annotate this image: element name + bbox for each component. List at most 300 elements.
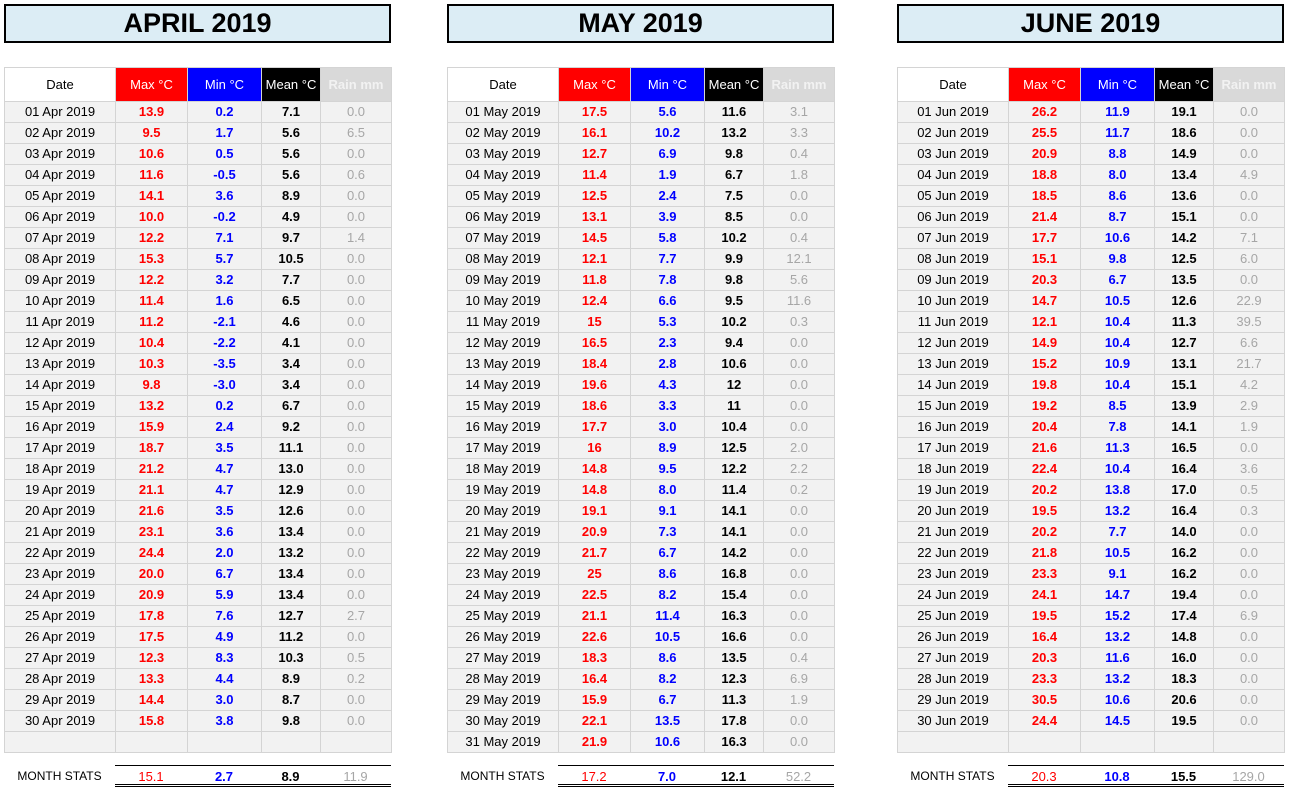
table-row [448, 459, 835, 480]
cell-max-temp: 19.8 [1009, 375, 1081, 396]
header-date: Date [5, 68, 116, 102]
table-row [898, 459, 1285, 480]
cell-rain: 0.0 [764, 375, 835, 396]
cell-rain: 0.0 [321, 564, 392, 585]
cell-rain: 12.1 [764, 249, 835, 270]
header-min-temp: Min °C [188, 68, 262, 102]
cell-max-temp: 13.9 [116, 102, 188, 123]
cell-mean-temp: 18.3 [1155, 669, 1214, 690]
cell-mean-temp: 12.6 [1155, 291, 1214, 312]
cell-date: 17 May 2019 [448, 438, 559, 459]
cell-min-temp: 3.6 [188, 522, 262, 543]
cell-max-temp: 18.6 [559, 396, 631, 417]
cell-mean-temp: 13.4 [262, 585, 321, 606]
cell-mean-temp: 9.8 [705, 270, 764, 291]
cell-min-temp [1081, 732, 1155, 753]
cell-rain: 2.0 [764, 438, 835, 459]
cell-mean-temp: 16.0 [1155, 648, 1214, 669]
cell-max-temp: 20.9 [559, 522, 631, 543]
header-min-temp: Min °C [631, 68, 705, 102]
cell-mean-temp: 10.4 [705, 417, 764, 438]
table-row [898, 732, 1285, 753]
cell-mean-temp: 11.4 [705, 480, 764, 501]
cell-date: 21 Jun 2019 [898, 522, 1009, 543]
cell-max-temp: 22.5 [559, 585, 631, 606]
cell-rain: 21.7 [1214, 354, 1285, 375]
cell-rain: 1.8 [764, 165, 835, 186]
cell-max-temp: 26.2 [1009, 102, 1081, 123]
cell-rain: 0.4 [764, 144, 835, 165]
cell-mean-temp: 13.2 [705, 123, 764, 144]
cell-min-temp: 3.3 [631, 396, 705, 417]
cell-max-temp: 22.4 [1009, 459, 1081, 480]
cell-date: 28 May 2019 [448, 669, 559, 690]
cell-rain: 1.4 [321, 228, 392, 249]
cell-rain: 0.3 [764, 312, 835, 333]
cell-min-temp: -3.5 [188, 354, 262, 375]
cell-date: 23 May 2019 [448, 564, 559, 585]
table-row [5, 459, 392, 480]
cell-date: 07 May 2019 [448, 228, 559, 249]
cell-mean-temp: 19.1 [1155, 102, 1214, 123]
cell-rain: 0.0 [321, 711, 392, 732]
cell-date: 18 Jun 2019 [898, 459, 1009, 480]
cell-date: 08 Jun 2019 [898, 249, 1009, 270]
cell-max-temp: 20.4 [1009, 417, 1081, 438]
cell-rain: 0.0 [764, 501, 835, 522]
cell-min-temp: 7.7 [631, 249, 705, 270]
cell-min-temp: 13.8 [1081, 480, 1155, 501]
table-row [5, 522, 392, 543]
cell-mean-temp: 14.2 [705, 543, 764, 564]
cell-max-temp: 10.3 [116, 354, 188, 375]
cell-date: 22 May 2019 [448, 543, 559, 564]
cell-date: 13 Apr 2019 [5, 354, 116, 375]
cell-date: 12 Apr 2019 [5, 333, 116, 354]
table-row [5, 669, 392, 690]
cell-date: 15 May 2019 [448, 396, 559, 417]
cell-date: 21 Apr 2019 [5, 522, 116, 543]
cell-min-temp: 8.8 [1081, 144, 1155, 165]
table-row [5, 144, 392, 165]
cell-max-temp: 11.4 [559, 165, 631, 186]
table-row [448, 522, 835, 543]
cell-date: 26 May 2019 [448, 627, 559, 648]
cell-min-temp: 3.9 [631, 207, 705, 228]
cell-max-temp: 11.2 [116, 312, 188, 333]
cell-mean-temp: 4.9 [262, 207, 321, 228]
table-row [448, 732, 835, 753]
header-date: Date [448, 68, 559, 102]
cell-date: 23 Apr 2019 [5, 564, 116, 585]
cell-rain: 0.0 [321, 459, 392, 480]
cell-min-temp: 3.8 [188, 711, 262, 732]
cell-date: 02 Apr 2019 [5, 123, 116, 144]
cell-min-temp: 13.2 [1081, 669, 1155, 690]
table-row [898, 648, 1285, 669]
cell-date: 17 Apr 2019 [5, 438, 116, 459]
header-max-temp: Max °C [1009, 68, 1081, 102]
cell-rain: 0.0 [321, 690, 392, 711]
cell-mean-temp: 5.6 [262, 165, 321, 186]
cell-rain: 2.7 [321, 606, 392, 627]
table-row [898, 123, 1285, 144]
stat-min: 2.7 [187, 765, 261, 787]
table-row [898, 144, 1285, 165]
cell-date: 29 May 2019 [448, 690, 559, 711]
cell-mean-temp: 11.3 [1155, 312, 1214, 333]
cell-mean-temp: 12.6 [262, 501, 321, 522]
cell-rain: 0.0 [321, 543, 392, 564]
cell-rain: 0.0 [1214, 186, 1285, 207]
cell-date: 28 Jun 2019 [898, 669, 1009, 690]
month-title: MAY 2019 [447, 4, 834, 43]
cell-max-temp: 17.5 [116, 627, 188, 648]
cell-min-temp: 15.2 [1081, 606, 1155, 627]
cell-rain: 0.0 [1214, 144, 1285, 165]
table-row [5, 207, 392, 228]
cell-max-temp: 19.5 [1009, 501, 1081, 522]
table-row [448, 186, 835, 207]
cell-min-temp: 11.3 [1081, 438, 1155, 459]
header-max-temp: Max °C [116, 68, 188, 102]
table-row [448, 690, 835, 711]
cell-mean-temp: 17.8 [705, 711, 764, 732]
cell-rain: 0.0 [1214, 627, 1285, 648]
cell-max-temp: 23.3 [1009, 564, 1081, 585]
table-row [448, 291, 835, 312]
cell-max-temp: 21.8 [1009, 543, 1081, 564]
cell-max-temp: 15.9 [559, 690, 631, 711]
table-row [898, 627, 1285, 648]
cell-mean-temp: 10.5 [262, 249, 321, 270]
weather-table [897, 67, 1285, 753]
table-row [898, 543, 1285, 564]
cell-rain: 0.0 [764, 606, 835, 627]
cell-rain: 0.0 [764, 354, 835, 375]
cell-rain: 0.5 [321, 648, 392, 669]
table-row [448, 228, 835, 249]
cell-min-temp: 8.5 [1081, 396, 1155, 417]
cell-max-temp: 18.7 [116, 438, 188, 459]
table-row [5, 291, 392, 312]
cell-rain: 0.0 [1214, 564, 1285, 585]
cell-mean-temp: 14.1 [1155, 417, 1214, 438]
cell-rain: 0.0 [764, 207, 835, 228]
cell-date: 12 May 2019 [448, 333, 559, 354]
weather-table [447, 67, 835, 753]
cell-rain: 0.2 [764, 480, 835, 501]
cell-rain: 0.0 [764, 711, 835, 732]
cell-rain: 0.0 [321, 333, 392, 354]
table-row [448, 312, 835, 333]
cell-rain: 22.9 [1214, 291, 1285, 312]
cell-rain: 7.1 [1214, 228, 1285, 249]
cell-max-temp: 12.2 [116, 270, 188, 291]
cell-date: 02 May 2019 [448, 123, 559, 144]
cell-rain: 0.0 [1214, 522, 1285, 543]
cell-rain: 0.0 [321, 522, 392, 543]
table-row [898, 249, 1285, 270]
cell-date: 02 Jun 2019 [898, 123, 1009, 144]
table-row [5, 186, 392, 207]
cell-date: 04 May 2019 [448, 165, 559, 186]
table-row [5, 102, 392, 123]
cell-mean-temp: 13.5 [705, 648, 764, 669]
cell-date: 19 Apr 2019 [5, 480, 116, 501]
table-row [898, 333, 1285, 354]
cell-rain: 0.0 [321, 249, 392, 270]
cell-rain: 0.5 [1214, 480, 1285, 501]
cell-mean-temp: 8.9 [262, 186, 321, 207]
cell-date: 05 Apr 2019 [5, 186, 116, 207]
cell-min-temp: -0.2 [188, 207, 262, 228]
table-row [898, 480, 1285, 501]
cell-date: 17 Jun 2019 [898, 438, 1009, 459]
stat-max: 17.2 [558, 765, 630, 787]
cell-date: 31 May 2019 [448, 732, 559, 753]
cell-min-temp: 2.8 [631, 354, 705, 375]
cell-date: 25 Jun 2019 [898, 606, 1009, 627]
cell-mean-temp: 14.1 [705, 501, 764, 522]
table-row [898, 228, 1285, 249]
cell-date: 11 Jun 2019 [898, 312, 1009, 333]
cell-max-temp: 18.5 [1009, 186, 1081, 207]
stat-max: 20.3 [1008, 765, 1080, 787]
table-row [898, 291, 1285, 312]
cell-max-temp: 16.1 [559, 123, 631, 144]
cell-mean-temp: 13.9 [1155, 396, 1214, 417]
cell-max-temp: 16 [559, 438, 631, 459]
cell-rain: 0.0 [1214, 438, 1285, 459]
cell-date: 03 Jun 2019 [898, 144, 1009, 165]
cell-date: 09 May 2019 [448, 270, 559, 291]
cell-date: 08 May 2019 [448, 249, 559, 270]
cell-max-temp: 20.3 [1009, 270, 1081, 291]
table-row [448, 123, 835, 144]
cell-max-temp: 15.3 [116, 249, 188, 270]
cell-mean-temp: 15.1 [1155, 375, 1214, 396]
cell-max-temp: 21.1 [116, 480, 188, 501]
cell-rain: 0.0 [321, 270, 392, 291]
cell-mean-temp: 16.2 [1155, 564, 1214, 585]
cell-max-temp: 15.8 [116, 711, 188, 732]
cell-date: 21 May 2019 [448, 522, 559, 543]
cell-date: 01 Apr 2019 [5, 102, 116, 123]
header-rain: Rain mm [321, 68, 392, 102]
cell-max-temp: 9.8 [116, 375, 188, 396]
cell-min-temp: 6.6 [631, 291, 705, 312]
cell-min-temp: 8.3 [188, 648, 262, 669]
stat-rain: 11.9 [320, 765, 391, 787]
month-stats [4, 765, 391, 787]
table-row [448, 354, 835, 375]
cell-date: 20 Jun 2019 [898, 501, 1009, 522]
cell-max-temp: 16.4 [1009, 627, 1081, 648]
cell-max-temp: 20.9 [116, 585, 188, 606]
cell-date: 26 Apr 2019 [5, 627, 116, 648]
cell-mean-temp: 7.5 [705, 186, 764, 207]
cell-rain: 0.0 [321, 480, 392, 501]
cell-min-temp: 9.5 [631, 459, 705, 480]
cell-mean-temp: 10.2 [705, 312, 764, 333]
cell-max-temp: 16.4 [559, 669, 631, 690]
cell-min-temp: 10.5 [1081, 543, 1155, 564]
cell-rain: 11.6 [764, 291, 835, 312]
cell-max-temp: 22.6 [559, 627, 631, 648]
cell-date: 24 Apr 2019 [5, 585, 116, 606]
table-row [898, 102, 1285, 123]
header-row [898, 68, 1285, 102]
cell-rain: 0.4 [764, 228, 835, 249]
header-row [448, 68, 835, 102]
cell-mean-temp: 9.2 [262, 417, 321, 438]
cell-min-temp: 8.0 [1081, 165, 1155, 186]
cell-max-temp: 18.4 [559, 354, 631, 375]
cell-min-temp: 4.4 [188, 669, 262, 690]
cell-min-temp: 13.2 [1081, 627, 1155, 648]
cell-rain: 0.0 [1214, 648, 1285, 669]
cell-rain: 4.9 [1214, 165, 1285, 186]
cell-mean-temp: 19.4 [1155, 585, 1214, 606]
cell-min-temp: 10.2 [631, 123, 705, 144]
cell-mean-temp: 18.6 [1155, 123, 1214, 144]
cell-rain: 0.0 [1214, 270, 1285, 291]
cell-rain: 0.0 [1214, 711, 1285, 732]
table-row [5, 732, 392, 753]
cell-date: 01 Jun 2019 [898, 102, 1009, 123]
cell-min-temp: 10.4 [1081, 459, 1155, 480]
cell-mean-temp: 12.5 [705, 438, 764, 459]
cell-max-temp: 14.4 [116, 690, 188, 711]
stat-mean: 15.5 [1154, 765, 1213, 787]
table-row [448, 606, 835, 627]
cell-rain: 0.0 [764, 186, 835, 207]
cell-mean-temp: 11.2 [262, 627, 321, 648]
cell-min-temp: 10.6 [1081, 690, 1155, 711]
cell-rain: 0.0 [1214, 123, 1285, 144]
cell-min-temp: 13.5 [631, 711, 705, 732]
cell-rain: 0.2 [321, 669, 392, 690]
table-row [898, 690, 1285, 711]
cell-mean-temp: 13.1 [1155, 354, 1214, 375]
cell-max-temp: 20.9 [1009, 144, 1081, 165]
cell-min-temp: 7.7 [1081, 522, 1155, 543]
cell-mean-temp: 16.8 [705, 564, 764, 585]
cell-min-temp: 2.0 [188, 543, 262, 564]
cell-max-temp: 15.2 [1009, 354, 1081, 375]
header-min-temp: Min °C [1081, 68, 1155, 102]
cell-date [898, 732, 1009, 753]
cell-max-temp: 14.8 [559, 459, 631, 480]
table-row [898, 417, 1285, 438]
cell-mean-temp: 20.6 [1155, 690, 1214, 711]
cell-min-temp: 0.2 [188, 102, 262, 123]
cell-max-temp: 11.8 [559, 270, 631, 291]
month-stats [897, 765, 1284, 787]
cell-date: 14 Jun 2019 [898, 375, 1009, 396]
table-row [898, 165, 1285, 186]
cell-rain: 0.0 [764, 333, 835, 354]
table-row [5, 354, 392, 375]
cell-rain: 1.9 [764, 690, 835, 711]
cell-rain: 0.0 [764, 732, 835, 753]
cell-mean-temp: 12.2 [705, 459, 764, 480]
cell-date: 18 May 2019 [448, 459, 559, 480]
cell-date: 08 Apr 2019 [5, 249, 116, 270]
cell-date: 11 May 2019 [448, 312, 559, 333]
cell-rain: 0.0 [764, 543, 835, 564]
table-row [898, 669, 1285, 690]
cell-mean-temp: 10.6 [705, 354, 764, 375]
cell-mean-temp: 16.4 [1155, 459, 1214, 480]
cell-rain: 0.0 [321, 291, 392, 312]
cell-mean-temp: 5.6 [262, 123, 321, 144]
cell-date: 14 May 2019 [448, 375, 559, 396]
table-row [898, 711, 1285, 732]
cell-rain: 3.6 [1214, 459, 1285, 480]
table-row [448, 648, 835, 669]
cell-min-temp: 11.9 [1081, 102, 1155, 123]
cell-min-temp: 1.7 [188, 123, 262, 144]
cell-mean-temp: 4.6 [262, 312, 321, 333]
table-row [5, 543, 392, 564]
cell-date: 25 May 2019 [448, 606, 559, 627]
cell-mean-temp: 7.1 [262, 102, 321, 123]
cell-min-temp: 8.2 [631, 669, 705, 690]
cell-mean-temp: 14.8 [1155, 627, 1214, 648]
table-row [898, 354, 1285, 375]
cell-mean-temp: 13.5 [1155, 270, 1214, 291]
table-row [448, 501, 835, 522]
cell-rain: 3.3 [764, 123, 835, 144]
cell-rain: 0.0 [764, 585, 835, 606]
cell-rain: 0.0 [1214, 207, 1285, 228]
cell-mean-temp: 13.4 [262, 522, 321, 543]
cell-rain: 0.0 [1214, 102, 1285, 123]
cell-mean-temp: 12.3 [705, 669, 764, 690]
cell-max-temp: 18.3 [559, 648, 631, 669]
table-row [898, 312, 1285, 333]
stat-min: 7.0 [630, 765, 704, 787]
table-row [5, 648, 392, 669]
cell-rain: 6.5 [321, 123, 392, 144]
table-row [448, 585, 835, 606]
cell-rain: 0.0 [321, 354, 392, 375]
cell-min-temp: 5.6 [631, 102, 705, 123]
table-row [5, 270, 392, 291]
cell-min-temp: 3.0 [188, 690, 262, 711]
cell-mean-temp: 14.1 [705, 522, 764, 543]
cell-max-temp: 18.8 [1009, 165, 1081, 186]
cell-rain: 6.6 [1214, 333, 1285, 354]
header-mean-temp: Mean °C [1155, 68, 1214, 102]
cell-mean-temp: 9.8 [262, 711, 321, 732]
cell-mean-temp: 17.0 [1155, 480, 1214, 501]
cell-date: 20 May 2019 [448, 501, 559, 522]
cell-mean-temp: 9.4 [705, 333, 764, 354]
cell-max-temp: 11.6 [116, 165, 188, 186]
cell-date: 29 Apr 2019 [5, 690, 116, 711]
cell-min-temp: 8.6 [631, 564, 705, 585]
cell-date: 15 Jun 2019 [898, 396, 1009, 417]
cell-mean-temp: 5.6 [262, 144, 321, 165]
table-row [448, 627, 835, 648]
cell-date: 06 Apr 2019 [5, 207, 116, 228]
cell-max-temp: 17.5 [559, 102, 631, 123]
cell-date: 20 Apr 2019 [5, 501, 116, 522]
cell-min-temp: 4.7 [188, 459, 262, 480]
